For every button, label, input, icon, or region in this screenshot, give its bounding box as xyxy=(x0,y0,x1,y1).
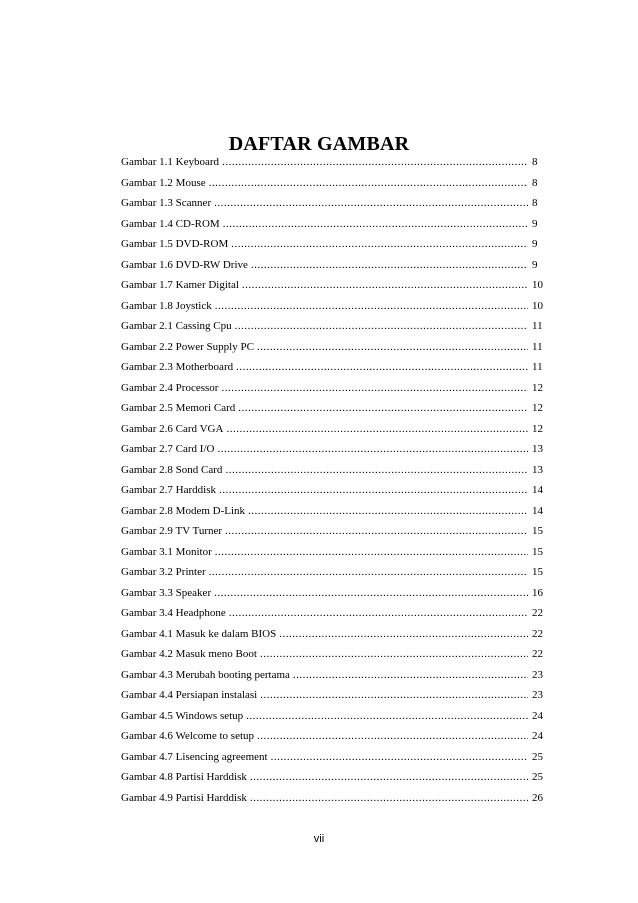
dot-leader xyxy=(217,439,528,460)
dot-leader xyxy=(226,419,528,440)
figure-entry xyxy=(121,337,546,358)
page-title: DAFTAR GAMBAR xyxy=(228,133,410,156)
figure-entry xyxy=(121,767,546,788)
dot-leader xyxy=(251,255,528,276)
figure-entry-label: Gambar 3.3 Speaker xyxy=(121,586,212,599)
dot-leader xyxy=(209,562,528,583)
figure-entry xyxy=(121,378,546,399)
figure-entry-page: 23 xyxy=(532,689,543,701)
figure-entry xyxy=(121,583,546,604)
figure-entry-page: 22 xyxy=(532,607,543,619)
dot-leader xyxy=(223,214,528,235)
dot-leader xyxy=(257,337,528,358)
figure-entry-page: 13 xyxy=(532,463,543,476)
figure-entry-page: 25 xyxy=(532,750,543,763)
figure-entry xyxy=(121,255,546,276)
figure-entry xyxy=(121,439,546,460)
dot-leader xyxy=(242,275,528,296)
figure-entry xyxy=(121,275,546,296)
figure-entry xyxy=(121,173,546,194)
figure-entry-page: 24 xyxy=(532,730,543,742)
figure-entry-label: Gambar 2.1 Cassing Cpu xyxy=(121,320,232,332)
figure-entry-label: Gambar 3.2 Printer xyxy=(121,566,206,578)
figure-entry-page: 13 xyxy=(532,443,543,455)
dot-leader xyxy=(209,173,528,194)
dot-leader xyxy=(219,480,528,501)
figure-entry-page: 15 xyxy=(532,566,543,578)
figure-entry-label: Gambar 1.5 DVD-ROM xyxy=(121,238,229,250)
figure-entry-label: Gambar 2.5 Memori Card xyxy=(121,402,236,414)
figure-entry xyxy=(121,460,546,481)
figure-entry-page: 11 xyxy=(532,361,543,373)
figure-entry-label: Gambar 2.3 Motherboard xyxy=(121,361,234,373)
dot-leader xyxy=(215,296,528,317)
figure-entry-page: 9 xyxy=(532,217,538,230)
figure-entry-label: Gambar 3.1 Monitor xyxy=(121,545,212,558)
figure-entry-label: Gambar 1.8 Joystick xyxy=(121,299,212,312)
dot-leader xyxy=(238,398,528,419)
figure-entry-page: 12 xyxy=(532,422,543,435)
figure-entry-label: Gambar 4.7 Lisencing agreement xyxy=(121,750,268,763)
figure-entry-page: 22 xyxy=(532,627,543,640)
figure-entry xyxy=(121,419,546,440)
figure-entry-label: Gambar 4.6 Welcome to setup xyxy=(121,730,255,742)
dot-leader xyxy=(257,726,528,747)
figure-entry xyxy=(121,398,546,419)
figure-entry xyxy=(121,480,546,501)
figure-entry-page: 9 xyxy=(532,258,538,271)
figure-entry-label: Gambar 4.2 Masuk meno Boot xyxy=(121,648,257,660)
figure-entry-page: 24 xyxy=(532,709,543,722)
figure-entry-page: 12 xyxy=(532,402,543,414)
figure-entry-label: Gambar 4.3 Merubah booting pertama xyxy=(121,668,290,681)
figure-entry-page: 11 xyxy=(532,340,543,353)
figure-entry-label: Gambar 2.4 Processor xyxy=(121,381,219,394)
figure-entry-label: Gambar 2.7 Card I/O xyxy=(121,443,215,455)
dot-leader xyxy=(229,603,528,624)
figure-entry-page: 12 xyxy=(532,381,543,394)
figure-entry xyxy=(121,644,546,665)
figure-entry-label: Gambar 4.5 Windows setup xyxy=(121,709,244,722)
dot-leader xyxy=(222,152,528,173)
dot-leader xyxy=(279,624,528,645)
figure-entry xyxy=(121,542,546,563)
figure-entry xyxy=(121,706,546,727)
figure-entry xyxy=(121,726,546,747)
figure-entry-label: Gambar 1.7 Kamer Digital xyxy=(121,279,239,291)
figure-entry xyxy=(121,234,546,255)
dot-leader xyxy=(225,460,528,481)
figure-entry-page: 22 xyxy=(532,648,543,660)
figure-entry-label: Gambar 2.7 Harddisk xyxy=(121,484,217,496)
figure-entry xyxy=(121,747,546,768)
figure-entry xyxy=(121,357,546,378)
figure-entry-label: Gambar 1.3 Scanner xyxy=(121,197,212,209)
figure-entry-page: 16 xyxy=(532,586,543,599)
figure-list xyxy=(121,152,546,808)
dot-leader xyxy=(246,706,528,727)
figure-entry-label: Gambar 2.9 TV Turner xyxy=(121,525,223,537)
figure-entry-page: 10 xyxy=(532,299,543,312)
figure-entry-page: 8 xyxy=(532,176,538,189)
figure-entry xyxy=(121,603,546,624)
dot-leader xyxy=(260,644,528,665)
figure-entry-label: Gambar 4.1 Masuk ke dalam BIOS xyxy=(121,627,277,640)
figure-entry-page: 14 xyxy=(532,504,543,517)
figure-entry-page: 14 xyxy=(532,484,543,496)
figure-entry-page: 15 xyxy=(532,545,543,558)
figure-entry-page: 9 xyxy=(532,238,538,250)
figure-entry xyxy=(121,316,546,337)
figure-entry xyxy=(121,685,546,706)
figure-entry xyxy=(121,501,546,522)
figure-entry-page: 15 xyxy=(532,525,543,537)
dot-leader xyxy=(236,357,528,378)
dot-leader xyxy=(225,521,528,542)
figure-entry-label: Gambar 1.6 DVD-RW Drive xyxy=(121,258,248,271)
figure-entry-page: 11 xyxy=(532,320,543,332)
figure-entry-label: Gambar 1.4 CD-ROM xyxy=(121,217,220,230)
figure-entry xyxy=(121,152,546,173)
figure-entry-page: 8 xyxy=(532,197,538,209)
dot-leader xyxy=(271,747,528,768)
figure-entry xyxy=(121,193,546,214)
dot-leader xyxy=(215,542,528,563)
figure-entry xyxy=(121,562,546,583)
figure-entry-label: Gambar 4.9 Partisi Harddisk xyxy=(121,791,247,804)
figure-entry-page: 10 xyxy=(532,279,543,291)
figure-entry-label: Gambar 2.2 Power Supply PC xyxy=(121,340,254,353)
figure-entry-label: Gambar 2.6 Card VGA xyxy=(121,422,224,435)
figure-entry xyxy=(121,788,546,809)
figure-entry-label: Gambar 1.2 Mouse xyxy=(121,176,206,189)
figure-entry-page: 26 xyxy=(532,791,543,804)
dot-leader xyxy=(231,234,528,255)
dot-leader xyxy=(250,788,528,809)
figure-entry-page: 23 xyxy=(532,668,543,681)
dot-leader xyxy=(248,501,528,522)
dot-leader xyxy=(250,767,528,788)
dot-leader xyxy=(214,583,528,604)
figure-entry-label: Gambar 4.4 Persiapan instalasi xyxy=(121,689,258,701)
figure-entry xyxy=(121,665,546,686)
figure-entry-page: 8 xyxy=(532,156,538,168)
figure-entry-label: Gambar 1.1 Keyboard xyxy=(121,156,220,168)
dot-leader xyxy=(214,193,528,214)
dot-leader xyxy=(221,378,528,399)
dot-leader xyxy=(235,316,528,337)
figure-entry-label: Gambar 2.8 Modem D-Link xyxy=(121,504,246,517)
figure-entry-label: Gambar 4.8 Partisi Harddisk xyxy=(121,771,247,783)
figure-entry xyxy=(121,624,546,645)
figure-entry-label: Gambar 2.8 Sond Card xyxy=(121,463,223,476)
figure-entry xyxy=(121,296,546,317)
page-number: vii xyxy=(313,833,325,845)
figure-entry xyxy=(121,521,546,542)
figure-entry xyxy=(121,214,546,235)
figure-entry-label: Gambar 3.4 Headphone xyxy=(121,607,226,619)
figure-entry-page: 25 xyxy=(532,771,543,783)
dot-leader xyxy=(293,665,528,686)
dot-leader xyxy=(260,685,528,706)
